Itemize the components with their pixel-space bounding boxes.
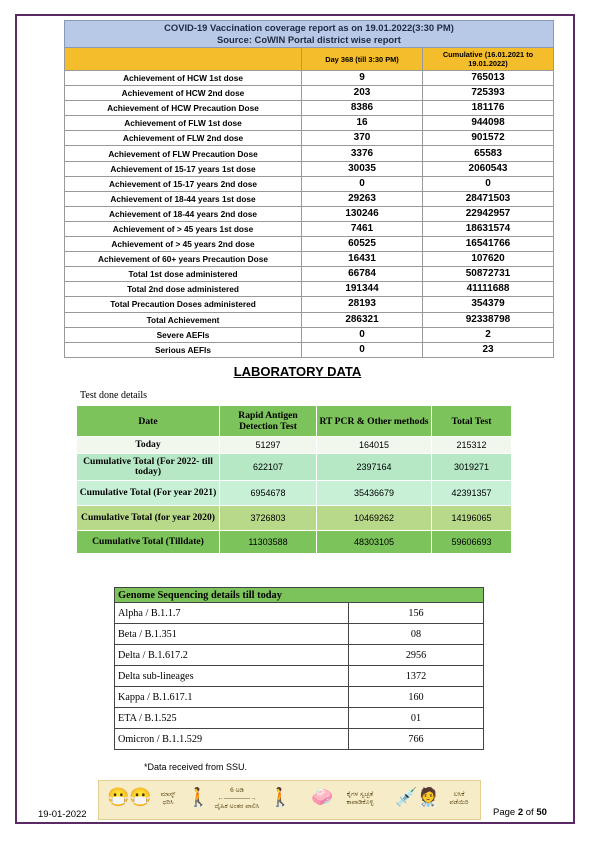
day-value: 30035 <box>302 161 423 176</box>
variant-count: 01 <box>349 708 484 729</box>
lab-rtpcr: 35436679 <box>317 481 432 506</box>
cumulative-value: 50872731 <box>423 267 554 282</box>
vaccination-icon: 💉 <box>395 787 418 807</box>
variant-count: 156 <box>349 603 484 624</box>
row-label: Achievement of HCW 2nd dose <box>65 86 302 101</box>
day-value: 16431 <box>302 252 423 267</box>
row-label: Serious AEFIs <box>65 342 302 357</box>
lab-rat: 11303588 <box>220 531 317 554</box>
cumulative-value: 16541766 <box>423 237 554 252</box>
lab-total: 3019271 <box>432 454 512 481</box>
lab-total: 215312 <box>432 437 512 454</box>
table-row <box>65 221 554 236</box>
table-row <box>65 327 554 342</box>
day-value: 203 <box>302 86 423 101</box>
variant-count: 766 <box>349 729 484 750</box>
table-row <box>65 86 554 101</box>
row-label: Severe AEFIs <box>65 327 302 342</box>
lab-rat: 3726803 <box>220 506 317 531</box>
data-source-note: *Data received from SSU. <box>144 762 248 772</box>
row-label: Achievement of 18-44 years 2nd dose <box>65 206 302 221</box>
cumulative-value: 2060543 <box>423 161 554 176</box>
cumulative-value: 18631574 <box>423 221 554 236</box>
row-label: Total Achievement <box>65 312 302 327</box>
table-row <box>115 666 484 687</box>
row-label: Achievement of 15-17 years 1st dose <box>65 161 302 176</box>
cumulative-value: 354379 <box>423 297 554 312</box>
row-label: Achievement of FLW Precaution Dose <box>65 146 302 161</box>
variant-name: Omicron / B.1.1.529 <box>115 729 349 750</box>
row-label: Achievement of > 45 years 2nd dose <box>65 237 302 252</box>
day-value: 3376 <box>302 146 423 161</box>
cumulative-value: 901572 <box>423 131 554 146</box>
variant-count: 08 <box>349 624 484 645</box>
distance-arrow-icon: 6 ಅಡಿ ←――――→ ದೈಹಿಕ ಅಂತರ ಪಾಲಿಸಿ <box>214 787 260 810</box>
lab-title: LABORATORY DATA <box>233 364 362 379</box>
lab-date: Cumulative Total (for year 2020) <box>77 506 220 531</box>
day-value: 29263 <box>302 191 423 206</box>
cumulative-value: 92338798 <box>423 312 554 327</box>
table-row <box>115 687 484 708</box>
lab-rat: 622107 <box>220 454 317 481</box>
cumulative-value: 765013 <box>423 71 554 86</box>
table-row <box>115 645 484 666</box>
lab-total: 59606693 <box>432 531 512 554</box>
lab-caption: Test done details <box>77 385 512 406</box>
variant-count: 1372 <box>349 666 484 687</box>
variant-name: Alpha / B.1.1.7 <box>115 603 349 624</box>
day-value: 28193 <box>302 297 423 312</box>
table-row <box>65 312 554 327</box>
cumulative-value: 23 <box>423 342 554 357</box>
distance-label: 6 ಅಡಿ <box>230 787 244 794</box>
cumulative-value: 22942957 <box>423 206 554 221</box>
table-row <box>65 297 554 312</box>
doctor-icon: 🧑‍⚕️ <box>417 787 440 807</box>
masked-faces-icon: 😷😷 <box>107 787 152 807</box>
lab-date: Cumulative Total (For year 2021) <box>77 481 220 506</box>
day-value: 7461 <box>302 221 423 236</box>
row-label: Achievement of FLW 1st dose <box>65 116 302 131</box>
table-row <box>77 454 512 481</box>
cumulative-value: 725393 <box>423 86 554 101</box>
lab-date: Cumulative Total (For 2022- till today) <box>77 454 220 481</box>
lab-col-date: Date <box>77 406 220 437</box>
lab-rat: 51297 <box>220 437 317 454</box>
cumulative-value: 181176 <box>423 101 554 116</box>
cumulative-value: 2 <box>423 327 554 342</box>
day-value: 0 <box>302 327 423 342</box>
variant-count: 160 <box>349 687 484 708</box>
genome-title: Genome Sequencing details till today <box>115 588 484 603</box>
row-label: Total 1st dose administered <box>65 267 302 282</box>
footer-date: 19-01-2022 <box>38 809 87 820</box>
lab-date: Cumulative Total (Tilldate) <box>77 531 220 554</box>
day-value: 0 <box>302 176 423 191</box>
table-row <box>65 206 554 221</box>
table-row <box>65 237 554 252</box>
variant-name: Delta / B.1.617.2 <box>115 645 349 666</box>
variant-name: Kappa / B.1.617.1 <box>115 687 349 708</box>
table-row <box>115 603 484 624</box>
cumulative-value: 41111688 <box>423 282 554 297</box>
variant-count: 2956 <box>349 645 484 666</box>
day-value: 9 <box>302 71 423 86</box>
table-row <box>65 131 554 146</box>
table-row <box>77 531 512 554</box>
lab-total: 14196065 <box>432 506 512 531</box>
row-label: Achievement of 15-17 years 2nd dose <box>65 176 302 191</box>
col-day-header: Day 368 (till 3:30 PM) <box>302 48 423 71</box>
hand-hygiene-text-icon: ಕೈಗಳ ಸ್ವಚ್ಛತೆ ಕಾಪಾಡಿಕೊಳ್ಳಿ <box>346 791 374 806</box>
row-label: Achievement of FLW 2nd dose <box>65 131 302 146</box>
mask-text-icon: ಮಾಸ್ಕ್ ಧರಿಸಿ <box>160 791 176 806</box>
day-value: 286321 <box>302 312 423 327</box>
row-label: Total 2nd dose administered <box>65 282 302 297</box>
vaccine-text-icon: ಲಸಿಕೆ ಪಡೆಯಿರಿ <box>449 791 469 806</box>
table-row <box>65 116 554 131</box>
table-row <box>65 267 554 282</box>
table-row <box>65 101 554 116</box>
table-row <box>65 342 554 357</box>
table-row <box>115 708 484 729</box>
day-value: 370 <box>302 131 423 146</box>
table-row <box>115 624 484 645</box>
row-label: Achievement of 60+ years Precaution Dose <box>65 252 302 267</box>
table-row <box>65 282 554 297</box>
row-label: Achievement of HCW Precaution Dose <box>65 101 302 116</box>
row-label: Achievement of 18-44 years 1st dose <box>65 191 302 206</box>
cumulative-value: 0 <box>423 176 554 191</box>
covid-behaviour-banner <box>98 780 481 820</box>
vax-title: COVID-19 Vaccination coverage report as on 19.01.2022(3:30 PM) <box>164 22 454 33</box>
cumulative-value: 944098 <box>423 116 554 131</box>
vax-source: Source: CoWIN Portal district wise report <box>217 34 401 45</box>
table-row <box>77 506 512 531</box>
lab-rtpcr: 2397164 <box>317 454 432 481</box>
lab-date: Today <box>77 437 220 454</box>
day-value: 191344 <box>302 282 423 297</box>
lab-col-rtpcr: RT PCR & Other methods <box>317 406 432 437</box>
table-row <box>65 191 554 206</box>
day-value: 60525 <box>302 237 423 252</box>
hand-wash-icon: 🧼 <box>311 787 334 807</box>
cumulative-value: 107620 <box>423 252 554 267</box>
variant-name: Delta sub-lineages <box>115 666 349 687</box>
row-label: Achievement of > 45 years 1st dose <box>65 221 302 236</box>
table-row <box>65 146 554 161</box>
row-label: Total Precaution Doses administered <box>65 297 302 312</box>
vaccination-table <box>64 20 554 358</box>
table-row <box>65 71 554 86</box>
cumulative-value: 28471503 <box>423 191 554 206</box>
variant-name: ETA / B.1.525 <box>115 708 349 729</box>
day-value: 8386 <box>302 101 423 116</box>
lab-table <box>76 384 512 554</box>
lab-col-rat: Rapid Antigen Detection Test <box>220 406 317 437</box>
person-right-icon: 🚶 <box>269 787 292 807</box>
genome-table <box>114 587 484 750</box>
table-row <box>77 437 512 454</box>
cumulative-value: 65583 <box>423 146 554 161</box>
day-value: 130246 <box>302 206 423 221</box>
table-row <box>115 729 484 750</box>
table-row <box>65 176 554 191</box>
day-value: 0 <box>302 342 423 357</box>
day-value: 16 <box>302 116 423 131</box>
table-row <box>65 252 554 267</box>
variant-name: Beta / B.1.351 <box>115 624 349 645</box>
lab-rtpcr: 10469262 <box>317 506 432 531</box>
table-row <box>77 481 512 506</box>
day-value: 66784 <box>302 267 423 282</box>
table-row <box>65 161 554 176</box>
lab-rtpcr: 164015 <box>317 437 432 454</box>
row-label: Achievement of HCW 1st dose <box>65 71 302 86</box>
lab-total: 42391357 <box>432 481 512 506</box>
footer-page-number: Page 2 of 50 <box>493 807 547 818</box>
lab-rat: 6954678 <box>220 481 317 506</box>
person-left-icon: 🚶 <box>187 787 210 807</box>
col-cumulative-header: Cumulative (16.01.2021 to 19.01.2022) <box>423 48 554 71</box>
lab-col-total: Total Test <box>432 406 512 437</box>
lab-rtpcr: 48303105 <box>317 531 432 554</box>
